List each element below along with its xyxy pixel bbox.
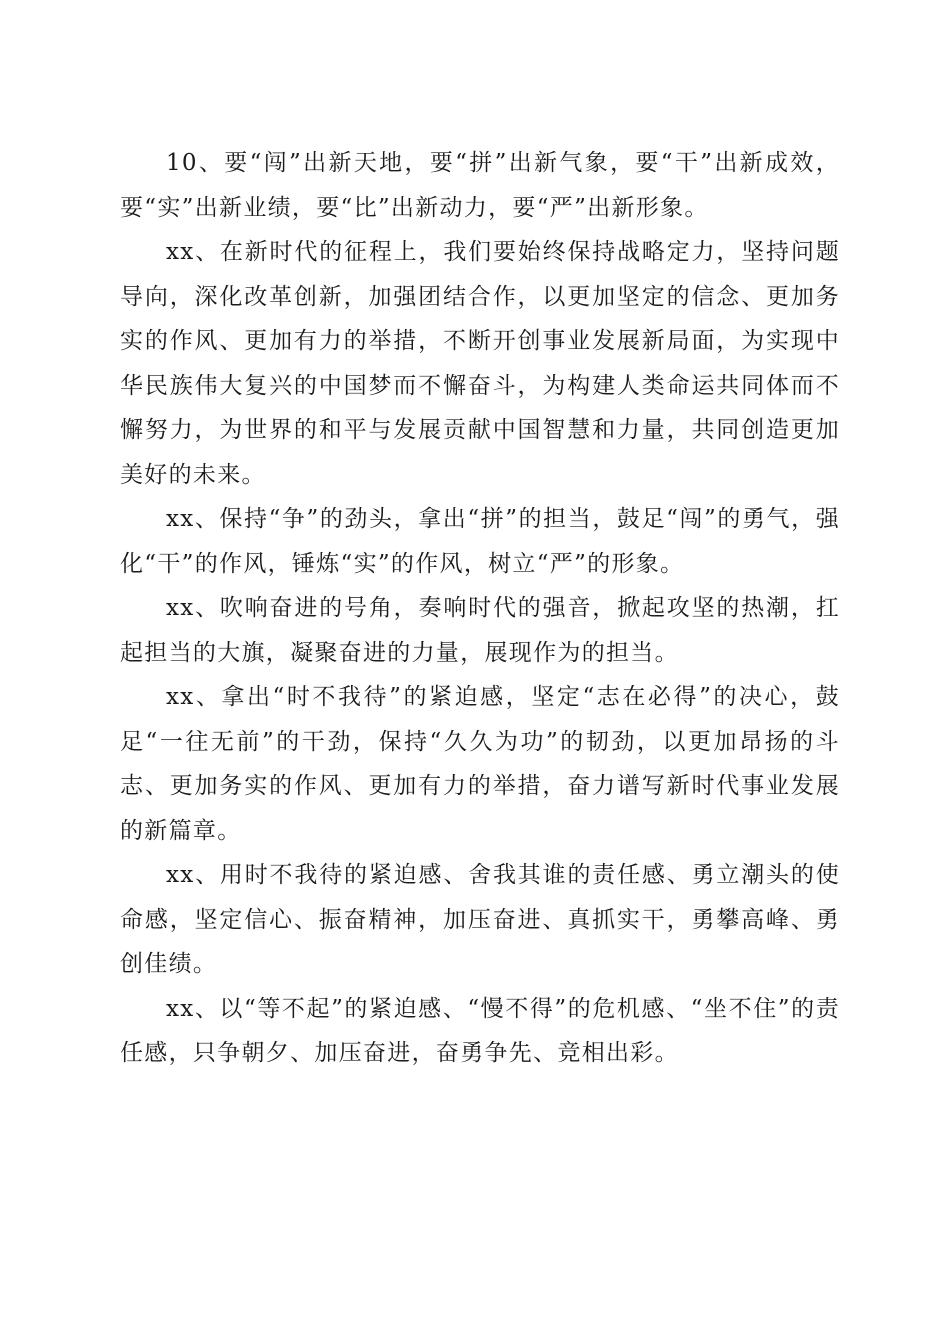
paragraph: 10、要“闯”出新天地，要“拼”出新气象，要“干”出新成效，要“实”出新业绩，要“比”出新动力，要“严”出新形象。 [120,150,840,221]
document-body [120,141,840,1076]
paragraph: xx、保持“争”的劲头，拿出“拼”的担当，鼓足“闯”的勇气，强化“干”的作风，锤炼“实”的作风，树立“严”的形象。 [120,506,840,577]
paragraph: xx、用时不我待的紧迫感、舍我其谁的责任感、勇立潮头的使命感，坚定信心、振奋精神，加压奋进、真抓实干，勇攀高峰、勇创佳绩。 [120,862,840,977]
paragraph: xx、拿出“时不我待”的紧迫感，坚定“志在必得”的决心，鼓足“一往无前”的干劲，保持“久久为功”的韧劲，以更加昂扬的斗志、更加务实的作风、更加有力的举措，奋力谱写新时代事业发展的新篇章。 [120,684,840,844]
paragraph: xx、在新时代的征程上，我们要始终保持战略定力，坚持问题导向，深化改革创新，加强团结合作，以更加坚定的信念、更加务实的作风、更加有力的举措，不断开创事业发展新局面，为实现中华民族伟大复兴的中国梦而不懈奋斗，为构建人类命运共同体而不懈努力，为世界的和平与发展贡献中国智慧和力量，共同创造更加美好的未来。 [120,239,840,488]
paragraph: xx、以“等不起”的紧迫感、“慢不得”的危机感、“坐不住”的责任感，只争朝夕、加压奋进，奋勇争先、竞相出彩。 [120,995,840,1066]
paragraph: xx、吹响奋进的号角，奏响时代的强音，掀起攻坚的热潮，扛起担当的大旗，凝聚奋进的力量，展现作为的担当。 [120,595,840,666]
